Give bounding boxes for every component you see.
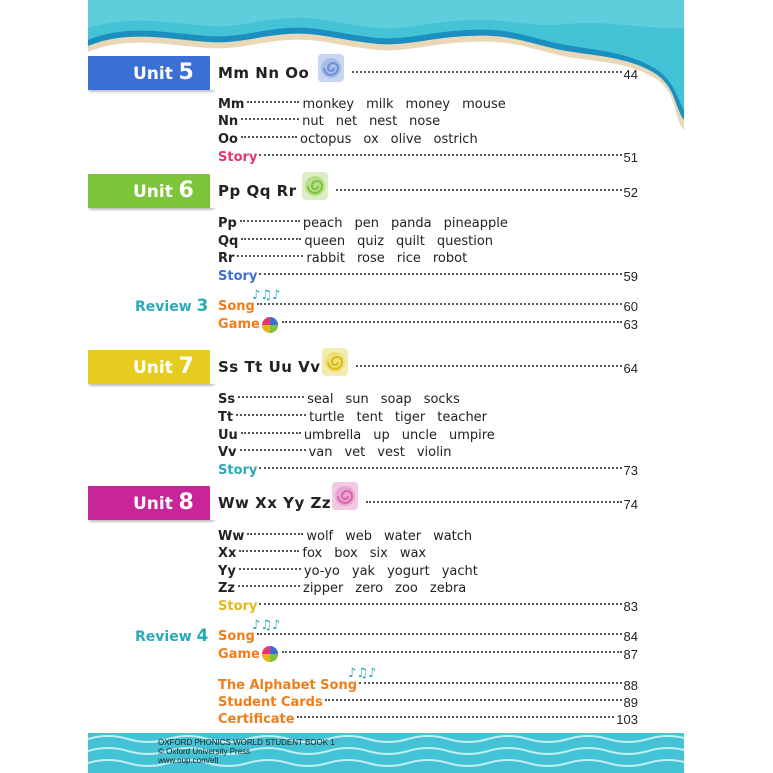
review-4-game-entry: Game 87 [218,646,638,662]
review-4-label: Review 4 [135,626,209,646]
unit-8-title: Ww Xx Yy Zz [218,494,332,512]
unit-7-roll-icon [318,344,354,380]
unit-5-title: Mm Nn Oo [218,64,310,82]
unit-5-roll-icon [314,50,350,86]
review-3-song-entry: Song 60 [218,298,638,314]
letter-row: Rr rabbit rose rice robot [218,250,468,266]
footer-website: www.oup.com/elt [158,756,219,765]
letter-row: Qq queen quiz quilt question [218,233,494,249]
unit-8-label: Unit 8 [133,490,194,515]
unit-6-title: Pp Qq Rr [218,182,297,200]
contents-page [88,0,684,773]
letter-row: Tt turtle tent tiger teacher [218,409,488,425]
letter-row: Mm monkey milk money mouse [218,96,506,112]
footer-copyright: © Oxford University Press [158,747,251,756]
student-cards-entry: Student Cards 89 [218,694,638,710]
alphabet-song-entry: The Alphabet Song 88 [218,677,638,693]
review-4-song-entry: Song 84 [218,628,638,644]
unit-8-entry: 74 [364,495,638,513]
review-3-game-entry: Game 63 [218,316,638,332]
letter-row: Pp peach pen panda pineapple [218,215,508,231]
letter-row: Yy yo-yo yak yogurt yacht [218,563,478,579]
letter-row: Oo octopus ox olive ostrich [218,131,478,147]
unit-7-story-entry: Story 73 [218,462,638,478]
unit-8-roll-icon [328,478,364,514]
letter-row: Zz zipper zero zoo zebra [218,580,467,596]
unit-6-entry: 52 [334,183,638,201]
certificate-entry: Certificate 103 [218,711,638,727]
footer-book-title: OXFORD PHONICS WORLD STUDENT BOOK 1 [158,738,335,747]
letter-row: Ss seal sun soap socks [218,391,460,407]
unit-5-entry: 44 [350,65,638,83]
unit-8-story-entry: Story 83 [218,598,638,614]
letter-row: Uu umbrella up uncle umpire [218,427,495,443]
unit-7-label: Unit 7 [133,354,194,379]
letter-row: Ww wolf web water watch [218,528,473,544]
review-3-label: Review 3 [135,296,209,316]
unit-5-label: Unit 5 [133,60,194,85]
svg-text:♪♫♪: ♪♫♪ [252,288,281,302]
unit-6-story-entry: Story 59 [218,268,638,284]
unit-7-entry: 64 [354,359,638,377]
svg-text:♪♫♪: ♪♫♪ [252,618,281,632]
svg-text:♪♫♪: ♪♫♪ [348,666,377,680]
unit-5-story-entry: Story 51 [218,149,638,165]
letter-row: Nn nut net nest nose [218,113,441,129]
unit-6-roll-icon [298,168,334,204]
unit-7-title: Ss Tt Uu Vv [218,358,321,376]
unit-6-label: Unit 6 [133,178,194,203]
letter-row: Vv van vet vest violin [218,444,452,460]
letter-row: Xx fox box six wax [218,545,427,561]
